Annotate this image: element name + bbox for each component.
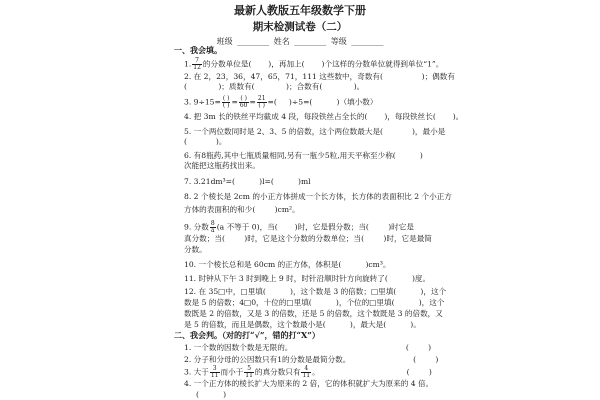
numerator: 7 [192,58,202,65]
question-8-line-1: 8. 2 个棱长是 2cm 的小正方体拼成一个长方体，长方体的表面积比 2 个小正方 [184,192,452,201]
student-info-line: 班级 ________ 姓名 ________ 等级 ________ [216,37,384,46]
question-1 [184,58,443,71]
judge-4-line-1: 4. 一个正方体的棱长扩大为原来的 2 倍，它的体积就扩大为原来的 4 倍。 [184,379,434,388]
equals-sign: = [249,97,256,107]
question-text: 3. 9÷15= [184,97,221,107]
judge-3 [184,366,432,379]
question-10: 10. 一个棱长总和是 60cm 的正方体，体积是( )cm³。 [184,260,391,269]
numerator: 5 [244,366,254,373]
numerator: 4 [301,366,311,373]
fraction-4-11 [301,366,311,379]
denominator: 11 [245,372,253,379]
question-12-line-2: 数是 5 的倍数；4□0，十位的□里填( )，个位的□里填( )，这个 [184,298,445,307]
question-5-line-2: ( )。 [184,137,227,146]
fraction-blank-60 [239,96,249,109]
question-text: 。 ( ) [312,367,432,377]
section-fill-in-heading: 一、我会填。 [174,45,222,55]
denominator: ( ) [222,102,230,109]
denominator: a [210,227,215,234]
numerator: 21 [257,95,266,102]
question-12-line-3: 数既是 2 的倍数，又是 3 的倍数，还是 5 的倍数，这个数既是 3 的倍数，又 [184,309,443,318]
question-9-line-1 [184,221,414,234]
fraction-5-11 [244,366,254,379]
fraction-7-12 [192,58,202,71]
question-text: 9. 分数 [184,222,209,232]
question-11: 11. 时钟从下午 3 时到晚上 9 时，时针沿顺时针方向旋转了( )度。 [184,274,431,283]
section-judge-heading: 二、我会判。（对的打“√”，错的打“X”） [174,330,320,340]
question-text: (a 不等于 0)，当( )时，它是假分数；当( )时它是 [216,222,414,232]
judge-2: 2. 分子和分母的公因数只有1的分数是最简分数。 ( ) [184,355,439,364]
fraction-blank [222,96,231,109]
question-text: 的分数单位是( )，再加上( )个这样的分数单位就得到单位“1”。 [202,59,444,69]
numerator: ( ) [222,95,230,102]
question-12-line-4: 是 5 的倍数，而且是偶数，这个数最小是( )，最大是( )。 [184,320,421,329]
question-8-line-2: 方体的表面积的和少( )cm²。 [184,205,300,214]
denominator: 12 [193,64,201,71]
exam-title: 最新人教版五年级数学下册 [234,4,366,17]
question-text: 3. 大于 [184,367,209,377]
numerator: ( ) [240,95,247,102]
denominator: 11 [302,372,311,379]
fraction-3-11 [210,366,220,379]
exam-subtitle: 期末检测试卷（二） [252,21,348,33]
question-text: =( )÷5=( )（填小数） [267,97,378,107]
denominator: 60 [239,102,248,109]
question-2-line-1: 2. 在 2，23，36，47，65，71，111 这些数中，奇数有( )；偶数有 [184,72,455,81]
question-5-line-1: 5. 一个两位数同时是 2、3、5 的倍数，这个两位数最大是( )，最小是 [184,127,446,136]
question-text: 而小于 [220,367,244,377]
denominator: 11 [210,372,219,379]
question-2-line-2: ( )；质数有( )；合数有( )。 [184,82,365,91]
question-number: 1. [184,59,192,69]
question-9-line-3: 分数。 [184,245,207,254]
numerator: 3 [210,366,220,373]
judge-1: 1. 一个数的因数个数是无限的。 ( ) [184,343,432,352]
question-6-line-2: 次能把这瓶药找出来。 [184,161,260,170]
judge-4-line-2: ( ) [196,390,227,399]
question-6-line-1: 6. 有8瓶药,其中七瓶质量相同,另有一瓶少5粒,用天平称至少称( ) [184,151,423,160]
question-7: 7. 3.21dm³=( )l=( )ml [184,177,311,186]
denominator: ( ) [258,102,265,109]
fraction-8-a [210,221,216,234]
equals-sign: = [231,97,238,107]
question-3 [184,96,377,109]
question-12-line-1: 12. 在 35□中，□里填( )，这个数是 3 的倍数；□里填( )，这个 [184,287,447,296]
question-text: 的真分数只有 [254,367,301,377]
fraction-21-blank [257,96,267,109]
numerator: 8 [210,220,215,227]
question-4: 4. 把 3m 长的铁丝平均截成 4 段，每段铁丝占全长的( )，每段铁丝长( )。 [184,112,464,121]
question-9-line-2: 真分数；当( )时，它是这个分数的分数单位；当( )时，它是最简 [184,234,432,243]
